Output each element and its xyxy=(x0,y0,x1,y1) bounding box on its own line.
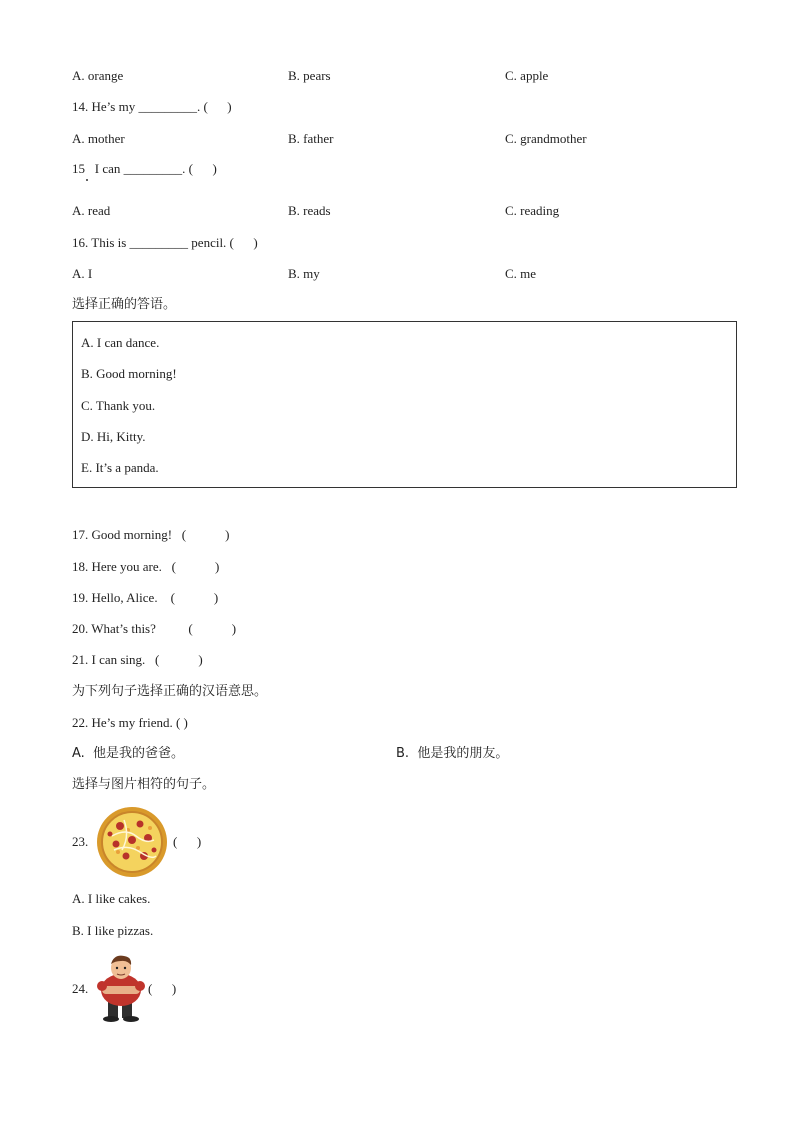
q23-answer-paren: ( ) xyxy=(173,834,202,849)
q23-number: 23. xyxy=(72,834,89,849)
q15-option-b: B. reads xyxy=(288,203,331,218)
q22-option-b: B. 他是我的朋友。 xyxy=(396,746,509,761)
box-option-b: B. Good morning! xyxy=(81,366,177,381)
q17: 17. Good morning! ( ) xyxy=(72,527,230,542)
q14-option-b: B. father xyxy=(288,131,334,146)
man-image xyxy=(94,952,148,1024)
box-option-e: E. It’s a panda. xyxy=(81,460,159,475)
pizza-image xyxy=(96,806,168,878)
q22-stem: 22. He’s my friend. ( ) xyxy=(72,715,188,730)
box-option-c: C. Thank you. xyxy=(81,398,156,413)
q21: 21. I can sing. ( ) xyxy=(72,652,203,667)
q22-option-a: A. 他是我的爸爸。 xyxy=(72,746,185,761)
q16-option-c: C. me xyxy=(505,266,537,281)
q24-answer-paren: ( ) xyxy=(148,981,177,996)
q24-number: 24. xyxy=(72,981,89,996)
box-option-a: A. I can dance. xyxy=(81,335,160,350)
q19: 19. Hello, Alice. ( ) xyxy=(72,590,219,605)
section-heading-translate: 为下列句子选择正确的汉语意思。 xyxy=(72,684,268,699)
stray-dot-mark xyxy=(86,179,88,181)
q15-stem: 15 I can _________. ( ) xyxy=(72,161,217,176)
answer-options-box xyxy=(72,321,737,488)
q18: 18. Here you are. ( ) xyxy=(72,559,220,574)
q15-option-a: A. read xyxy=(72,203,111,218)
section-heading-answers: 选择正确的答语。 xyxy=(72,297,177,312)
q23-option-a: A. I like cakes. xyxy=(72,891,151,906)
q13-option-b: B. pears xyxy=(288,68,331,83)
q16-stem: 16. This is _________ pencil. ( ) xyxy=(72,235,258,250)
q13-option-a: A. orange xyxy=(72,68,124,83)
box-option-d: D. Hi, Kitty. xyxy=(81,429,146,444)
section-heading-picture: 选择与图片相符的句子。 xyxy=(72,777,216,792)
q16-option-a: A. I xyxy=(72,266,93,281)
q14-option-a: A. mother xyxy=(72,131,125,146)
q13-option-c: C. apple xyxy=(505,68,549,83)
q16-option-b: B. my xyxy=(288,266,320,281)
q14-option-c: C. grandmother xyxy=(505,131,587,146)
q20: 20. What’s this? ( ) xyxy=(72,621,237,636)
q23-option-b: B. I like pizzas. xyxy=(72,923,154,938)
q15-option-c: C. reading xyxy=(505,203,560,218)
q14-stem: 14. He’s my _________. ( ) xyxy=(72,99,232,114)
